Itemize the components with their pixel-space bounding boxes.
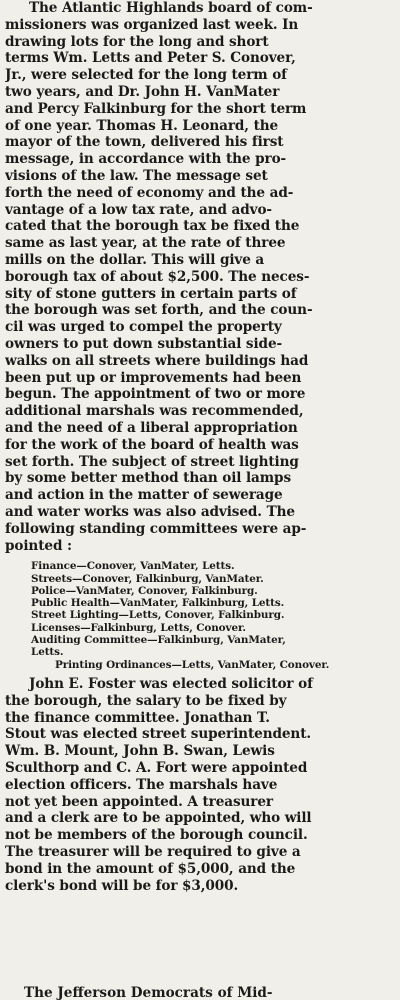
text-line: John E. Foster was elected solicitor of [29,675,313,692]
committee-entry: Police—VanMater, Conover, Falkinburg. [31,584,258,597]
text-line: walks on all streets where buildings had [5,352,309,369]
text-line: the borough was set forth, and the coun- [5,302,313,319]
committee-entry: Street Lighting—Letts, Conover, Falkinburg. [31,609,285,622]
text-line: set forth. The subject of street lighting [5,453,299,470]
text-line: Wm. B. Mount, John B. Swan, Lewis [5,743,275,760]
committee-entry: Finance—Conover, VanMater, Letts. [31,560,235,573]
text-line: cil was urged to compel the property [5,319,282,336]
article-column [5,0,393,894]
text-line: election officers. The marshals have [5,776,278,793]
text-line: borough tax of about $2,500. The neces- [5,268,310,285]
text-line: not be members of the borough council. [5,827,308,844]
text-line: vantage of a low tax rate, and advo- [5,201,272,218]
text-line: two years, and Dr. John H. VanMater [5,83,280,100]
text-line: the finance committee. Jonathan T. [5,709,270,726]
text-line: missioners was organized last week. In [5,16,299,33]
text-line: mayor of the town, delivered his first [5,134,284,151]
text-line: the borough, the salary to be fixed by [5,692,287,709]
text-line: pointed : [5,537,72,554]
text-line: Jr., were selected for the long term of [5,67,287,84]
text-line: The treasurer will be required to give a [5,843,301,860]
committee-entry-continued: Letts. [31,646,64,659]
text-line: clerk's bond will be for $3,000. [5,877,239,894]
text-line: Sculthorp and C. A. Fort were appointed [5,759,308,776]
paragraph-foster-solicitor [5,676,393,894]
committee-entry: Licenses—Falkinburg, Letts, Conover. [31,621,246,634]
text-line: begun. The appointment of two or more [5,386,306,403]
text-line: following standing committees were ap- [5,520,307,537]
text-line: Stout was elected street superintendent. [5,726,312,743]
committee-list [5,560,393,671]
committee-entry: Streets—Conover, Falkinburg, VanMater. [31,572,264,585]
committee-entry: Auditing Committee—Falkinburg, VanMater, [31,634,286,647]
text-line: drawing lots for the long and short [5,33,269,50]
committee-entry: Public Health—VanMater, Falkinburg, Letts. [31,597,285,610]
text-line: by some better method than oil lamps [5,470,292,487]
text-line: terms Wm. Letts and Peter S. Conover, [5,50,296,67]
text-line: forth the need of economy and the ad- [5,184,294,201]
text-line: and water works was also advised. The [5,503,295,520]
text-line: sity of stone gutters in certain parts of [5,285,297,302]
text-line: same as last year, at the rate of three [5,235,286,252]
text-line: bond in the amount of $5,000, and the [5,860,296,877]
text-line: not yet been appointed. A treasurer [5,793,273,810]
text-line: owners to put down substantial side- [5,335,283,352]
text-line: mills on the dollar. This will give a [5,251,265,268]
text-line: and a clerk are to be appointed, who will [5,810,312,827]
text-line: and action in the matter of sewerage [5,487,283,504]
text-line: The Atlantic Highlands board of com- [29,0,313,16]
committee-entry: Printing Ordinances—Letts, VanMater, Conover. [55,658,330,671]
text-line: message, in accordance with the pro- [5,151,287,168]
text-line: been put up or improvements had been [5,369,302,386]
paragraph-board-organized [5,0,393,554]
cut-off-next-paragraph: The Jefferson Democrats of Mid- [24,985,273,1000]
text-line: additional marshals was recommended, [5,403,304,420]
text-line: and the need of a liberal appropriation [5,419,298,436]
text-line: for the work of the board of health was [5,436,299,453]
text-line: of one year. Thomas H. Leonard, the [5,117,279,134]
text-line: and Percy Falkinburg for the short term [5,100,307,117]
text-line: visions of the law. The message set [5,167,268,184]
text-line: cated that the borough tax be fixed the [5,218,300,235]
